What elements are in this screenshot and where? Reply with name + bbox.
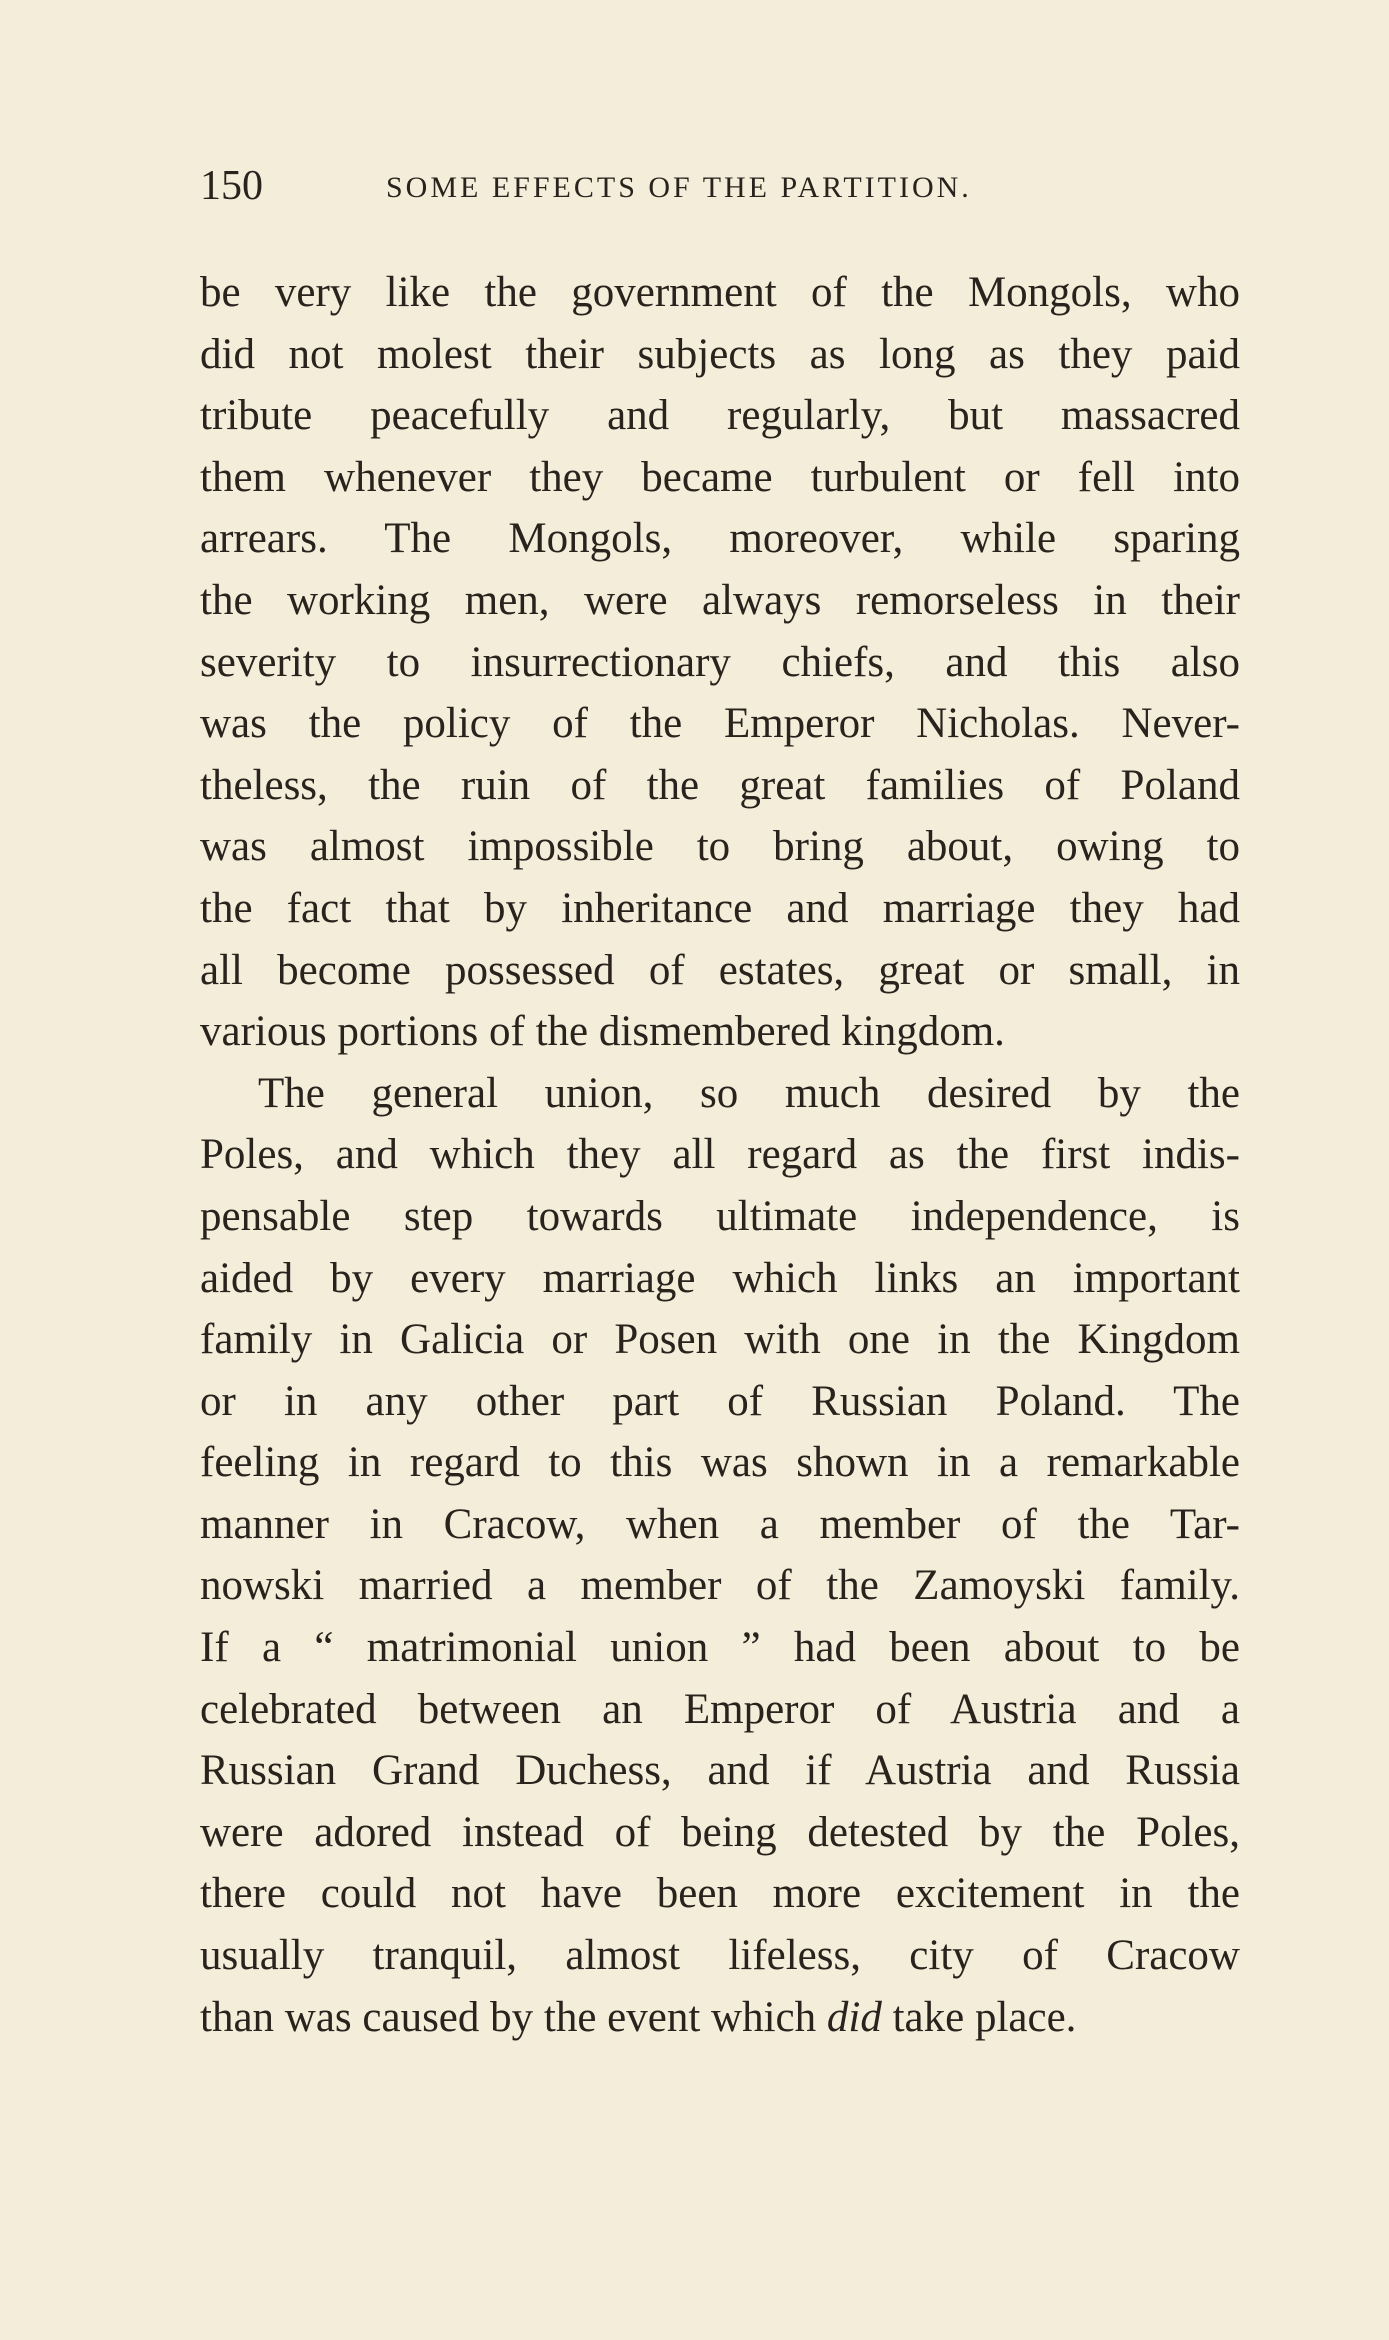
paragraph-first-line: The general union, so much desired by the — [258, 1069, 1240, 1117]
final-line-end: take place. — [881, 1993, 1077, 2041]
page-number: 150 — [200, 163, 263, 209]
text-line: feeling in regard to this was shown in a remarkable — [200, 1439, 1240, 1487]
text-line: celebrated between an Emperor of Austria and a — [200, 1685, 1240, 1733]
text-line: usually tranquil, almost lifeless, city of Cracow — [200, 1932, 1240, 1980]
italic-word: did — [826, 1993, 882, 2041]
text-line: all become possessed of estates, great or small, in — [200, 946, 1240, 994]
text-line: was almost impossible to bring about, owing to — [200, 823, 1240, 871]
final-line — [200, 1987, 1240, 2049]
text-line: arrears. The Mongols, moreover, while sparing — [200, 515, 1240, 563]
text-line: Poles, and which they all regard as the first indis- — [200, 1131, 1240, 1179]
text-line: did not molest their subjects as long as they paid — [200, 330, 1240, 378]
text-line: manner in Cracow, when a member of the Tar- — [200, 1500, 1240, 1548]
text-line: or in any other part of Russian Poland. The — [200, 1377, 1240, 1425]
text-line: theless, the ruin of the great families of Poland — [200, 761, 1240, 809]
text-line: Russian Grand Duchess, and if Austria and Russia — [200, 1747, 1240, 1795]
text-line: there could not have been more excitement in the — [200, 1870, 1240, 1918]
text-line: the working men, were always remorseless in their — [200, 576, 1240, 624]
running-head — [200, 160, 1240, 212]
body-text — [200, 262, 1240, 2048]
running-title: SOME EFFECTS OF THE PARTITION. — [386, 171, 972, 204]
text-line: the fact that by inheritance and marriage they had — [200, 884, 1240, 932]
text-line: were adored instead of being detested by the Poles, — [200, 1808, 1240, 1856]
text-line: was the policy of the Emperor Nicholas. Never- — [200, 700, 1240, 748]
final-line-start: than was caused by the event which — [200, 1993, 827, 2041]
text-line: severity to insurrectionary chiefs, and this also — [200, 638, 1240, 686]
text-line: be very like the government of the Mongols, who — [200, 269, 1240, 316]
paragraph-end-line: various portions of the dismembered kingdom. — [200, 1008, 1005, 1056]
text-line: pensable step towards ultimate independence, is — [200, 1192, 1240, 1240]
text-line: them whenever they became turbulent or fell into — [200, 453, 1240, 501]
text-line: If a “ matrimonial union ” had been about to be — [200, 1624, 1240, 1672]
text-line: tribute peacefully and regularly, but massacred — [200, 392, 1240, 440]
text-line: nowski married a member of the Zamoyski family. — [200, 1562, 1240, 1610]
text-line: family in Galicia or Posen with one in the Kingdom — [200, 1316, 1240, 1364]
text-line: aided by every marriage which links an important — [200, 1254, 1240, 1302]
